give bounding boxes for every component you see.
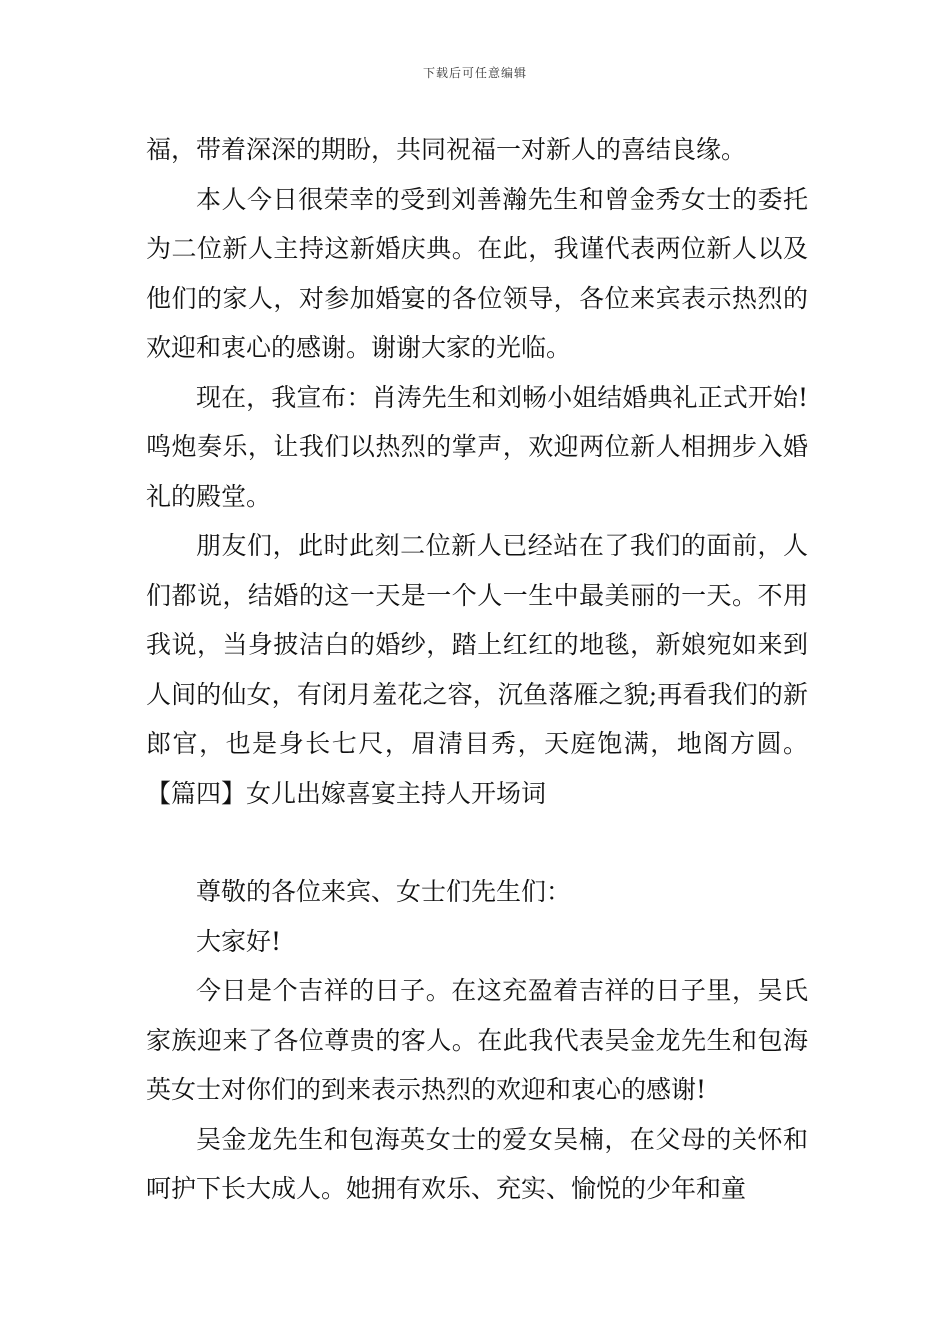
paragraph-4: 朋友们，此时此刻二位新人已经站在了我们的面前，人们都说，结婚的这一天是一个人一生中最美丽的一天。不用我说，当身披洁白的婚纱，踏上红红的地毯，新娘宛如来到人间的仙女，有闭月羞花之容，沉鱼落雁之貌;再看我们的新郎官，也是身长七尺，眉清目秀，天庭饱满，地阁方圆。【篇四】女儿出嫁喜宴主持人开场词 bbox=[146, 531, 808, 808]
greeting-line: 尊敬的各位来宾、女士们先生们： bbox=[196, 877, 572, 906]
paragraph-7: 今日是个吉祥的日子。在这充盈着吉祥的日子里，吴氏家族迎来了各位尊贵的客人。在此我代表吴金龙先生和包海英女士对你们的到来表示热烈的欢迎和衷心的感谢! bbox=[146, 976, 808, 1104]
hello-line: 大家好! bbox=[196, 926, 282, 956]
blank-line bbox=[146, 818, 808, 867]
paragraph-8: 吴金龙先生和包海英女士的爱女吴楠，在父母的关怀和呵护下长大成人。她拥有欢乐、充实、愉悦的少年和童 bbox=[146, 1124, 808, 1203]
paragraph-1: 福，带着深深的期盼，共同祝福一对新人的喜结良缘。 bbox=[146, 135, 747, 164]
paragraph-2: 本人今日很荣幸的受到刘善瀚先生和曾金秀女士的委托为二位新人主持这新婚庆典。在此，我谨代表两位新人以及他们的家人，对参加婚宴的各位领导，各位来宾表示热烈的欢迎和衷心的感谢。谢谢大家的光临。 bbox=[146, 184, 808, 362]
document-body bbox=[146, 125, 808, 1214]
paragraph-3: 现在，我宣布：肖涛先生和刘畅小姐结婚典礼正式开始!鸣炮奏乐，让我们以热烈的掌声，欢迎两位新人相拥步入婚礼的殿堂。 bbox=[146, 382, 808, 511]
page-header: 下载后可任意编辑 bbox=[422, 66, 527, 80]
